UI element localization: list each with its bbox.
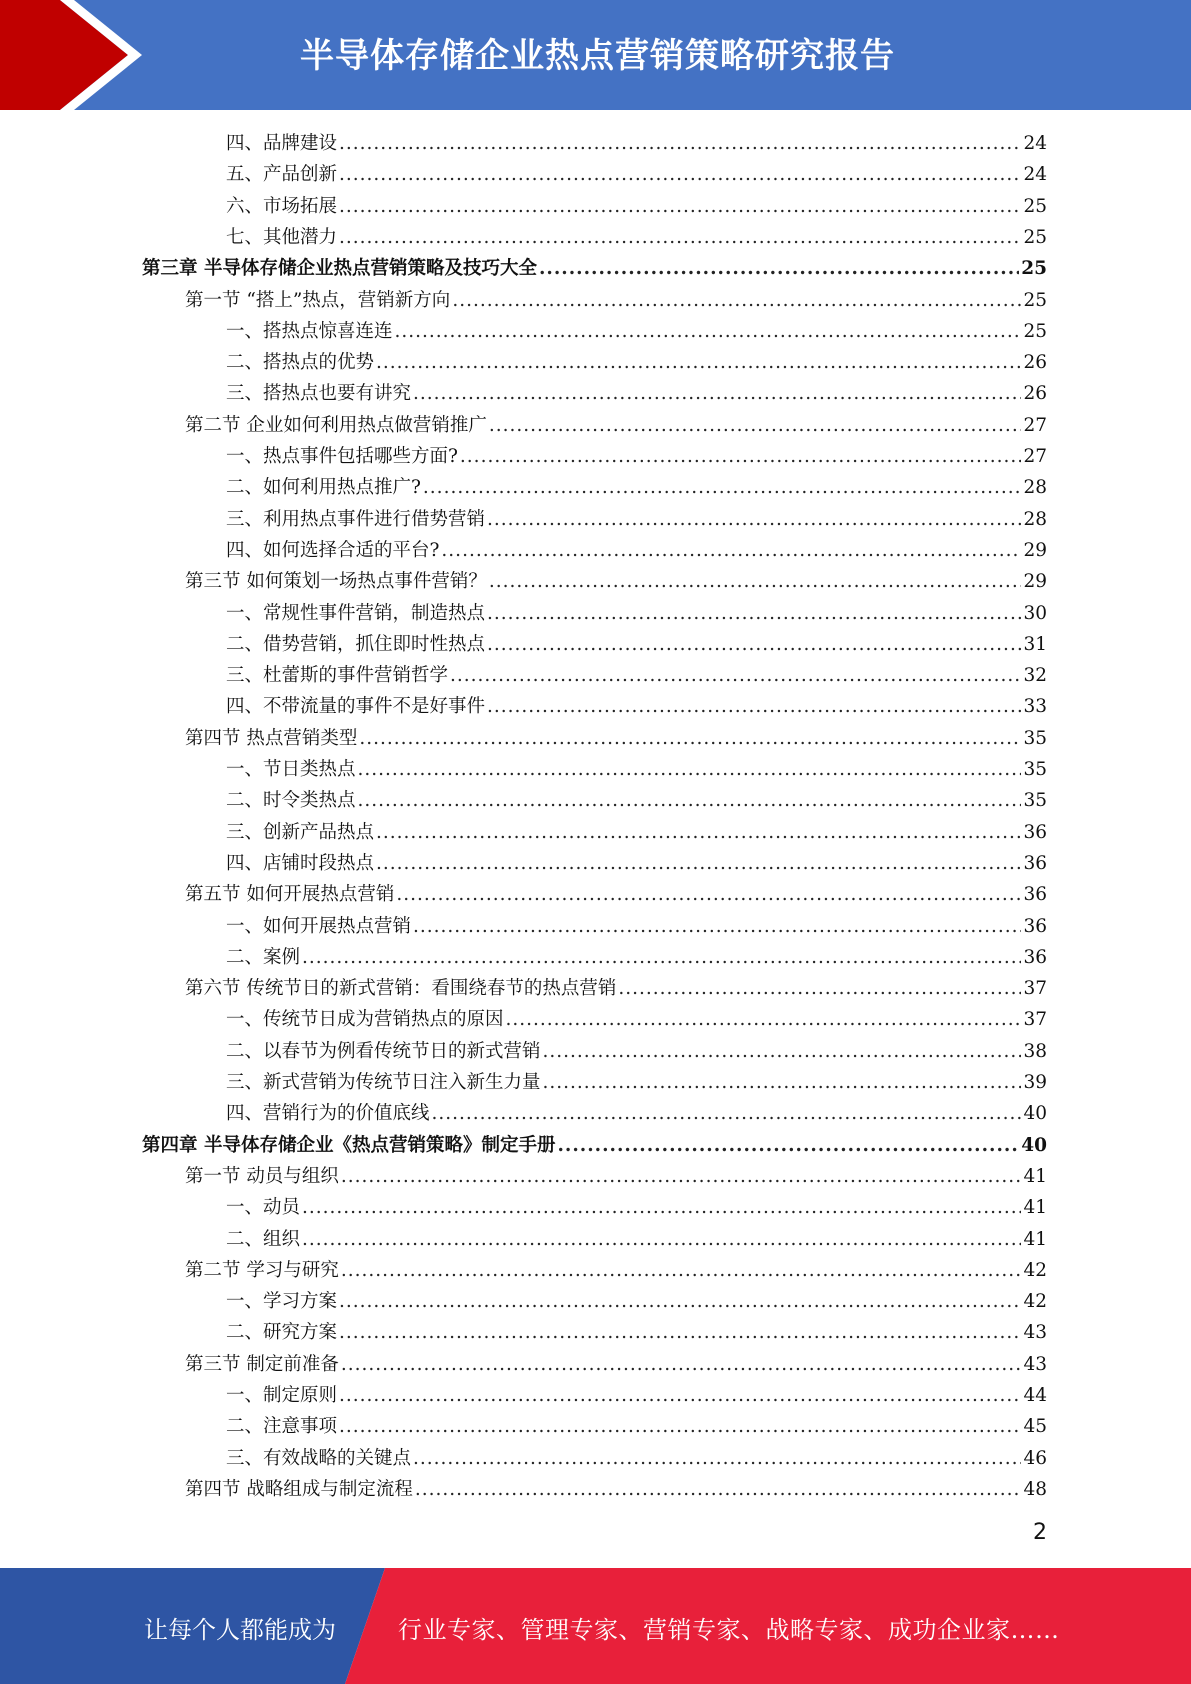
toc-entry-page: 41 <box>1023 1166 1047 1187</box>
toc-entry-title: 二、搭热点的优势 <box>226 352 375 373</box>
toc-entry-title: 第五节 如何开展热点营销 <box>185 884 395 905</box>
toc-entry-item[interactable] <box>226 1224 1047 1255</box>
toc-dot-leader <box>339 222 1021 253</box>
toc-entry-page: 43 <box>1023 1354 1047 1375</box>
toc-dot-leader <box>452 285 1021 316</box>
toc-entry-item[interactable] <box>226 1036 1047 1067</box>
toc-entry-title: 第六节 传统节日的新式营销：看围绕春节的热点营销 <box>185 978 617 999</box>
toc-dot-leader <box>341 1255 1022 1286</box>
toc-entry-chapter[interactable] <box>142 1130 1047 1161</box>
toc-entry-page: 29 <box>1023 571 1047 592</box>
toc-dot-leader <box>339 1286 1021 1317</box>
toc-entry-item[interactable] <box>226 535 1047 566</box>
toc-entry-item[interactable] <box>226 660 1047 691</box>
toc-entry-title: 四、营销行为的价值底线 <box>226 1103 430 1124</box>
toc-entry-title: 一、制定原则 <box>226 1385 338 1406</box>
toc-dot-leader <box>618 973 1021 1004</box>
toc-dot-leader <box>395 316 1022 347</box>
toc-entry-title: 第二节 企业如何利用热点做营销推广 <box>185 415 487 436</box>
toc-entry-section[interactable] <box>185 1255 1047 1286</box>
toc-entry-title: 一、节日类热点 <box>226 759 356 780</box>
toc-entry-title: 一、热点事件包括哪些方面? <box>226 446 458 467</box>
toc-entry-item[interactable] <box>226 911 1047 942</box>
toc-entry-item[interactable] <box>226 316 1047 347</box>
toc-entry-title: 三、有效战略的关键点 <box>226 1448 412 1469</box>
page-number: 2 <box>1033 1520 1047 1545</box>
toc-entry-title: 第四章 半导体存储企业《热点营销策略》制定手册 <box>142 1135 556 1156</box>
toc-dot-leader <box>302 942 1021 973</box>
toc-entry-title: 三、搭热点也要有讲究 <box>226 383 412 404</box>
toc-dot-leader <box>413 378 1021 409</box>
toc-entry-item[interactable] <box>226 1411 1047 1442</box>
toc-entry-item[interactable] <box>226 1443 1047 1474</box>
toc-dot-leader <box>358 785 1022 816</box>
toc-entry-item[interactable] <box>226 1286 1047 1317</box>
toc-entry-page: 25 <box>1023 321 1047 342</box>
toc-dot-leader <box>358 754 1022 785</box>
toc-entry-item[interactable] <box>226 504 1047 535</box>
toc-entry-title: 三、杜蕾斯的事件营销哲学 <box>226 665 449 686</box>
toc-entry-title: 第三节 如何策划一场热点事件营销？ <box>185 571 487 592</box>
toc-dot-leader <box>489 410 1022 441</box>
toc-entry-page: 41 <box>1023 1229 1047 1250</box>
toc-dot-leader <box>543 1067 1022 1098</box>
toc-dot-leader <box>450 660 1021 691</box>
toc-entry-section[interactable] <box>185 566 1047 597</box>
page-header-band <box>0 0 1191 110</box>
toc-entry-title: 第二节 学习与研究 <box>185 1260 339 1281</box>
toc-entry-page: 25 <box>1023 196 1047 217</box>
toc-entry-page: 48 <box>1023 1479 1047 1500</box>
toc-entry-title: 一、常规性事件营销，制造热点 <box>226 603 486 624</box>
toc-dot-leader <box>376 347 1021 378</box>
toc-entry-page: 38 <box>1023 1041 1047 1062</box>
toc-entry-title: 一、传统节日成为营销热点的原因 <box>226 1009 504 1030</box>
toc-entry-section[interactable] <box>185 879 1047 910</box>
toc-entry-title: 一、搭热点惊喜连连 <box>226 321 393 342</box>
toc-entry-chapter[interactable] <box>142 253 1047 284</box>
toc-entry-section[interactable] <box>185 1161 1047 1192</box>
toc-entry-title: 二、时令类热点 <box>226 790 356 811</box>
toc-entry-title: 一、动员 <box>226 1197 301 1218</box>
toc-entry-page: 26 <box>1023 383 1047 404</box>
toc-dot-leader <box>487 629 1021 660</box>
toc-entry-title: 四、如何选择合适的平台? <box>226 540 440 561</box>
toc-entry-page: 44 <box>1023 1385 1047 1406</box>
toc-entry-page: 37 <box>1023 978 1047 999</box>
toc-entry-page: 40 <box>1023 1103 1047 1124</box>
toc-entry-section[interactable] <box>185 723 1047 754</box>
toc-entry-item[interactable] <box>226 159 1047 190</box>
toc-entry-page: 36 <box>1023 822 1047 843</box>
toc-entry-item[interactable] <box>226 754 1047 785</box>
toc-dot-leader <box>487 691 1021 722</box>
toc-entry-item[interactable] <box>226 191 1047 222</box>
toc-entry-item[interactable] <box>226 942 1047 973</box>
toc-entry-page: 24 <box>1023 133 1047 154</box>
toc-entry-page: 36 <box>1023 884 1047 905</box>
toc-entry-page: 35 <box>1023 790 1047 811</box>
toc-entry-title: 第四节 热点营销类型 <box>185 728 358 749</box>
toc-dot-leader <box>539 253 1019 284</box>
toc-entry-page: 43 <box>1023 1322 1047 1343</box>
toc-entry-page: 26 <box>1023 352 1047 373</box>
toc-entry-item[interactable] <box>226 1067 1047 1098</box>
toc-entry-page: 46 <box>1023 1448 1047 1469</box>
toc-dot-leader <box>376 848 1021 879</box>
toc-entry-item[interactable] <box>226 629 1047 660</box>
toc-entry-item[interactable] <box>226 817 1047 848</box>
toc-dot-leader <box>487 504 1021 535</box>
toc-entry-page: 25 <box>1023 227 1047 248</box>
toc-dot-leader <box>339 1317 1021 1348</box>
toc-entry-title: 四、不带流量的事件不是好事件 <box>226 696 486 717</box>
toc-entry-title: 四、品牌建设 <box>226 133 338 154</box>
toc-entry-section[interactable] <box>185 410 1047 441</box>
toc-entry-page: 33 <box>1023 696 1047 717</box>
toc-entry-page: 45 <box>1023 1416 1047 1437</box>
toc-entry-title: 一、如何开展热点营销 <box>226 916 412 937</box>
toc-entry-page: 28 <box>1023 477 1047 498</box>
toc-entry-title: 二、组织 <box>226 1229 301 1250</box>
footer-slogan-left: 让每个人都能成为 <box>144 1616 336 1644</box>
toc-entry-title: 二、案例 <box>226 947 301 968</box>
toc-dot-leader <box>339 1411 1021 1442</box>
toc-entry-item[interactable] <box>226 1317 1047 1348</box>
report-title: 半导体存储企业热点营销策略研究报告 <box>300 36 895 76</box>
toc-dot-leader <box>487 598 1021 629</box>
toc-dot-leader <box>489 566 1022 597</box>
toc-entry-section[interactable] <box>185 1349 1047 1380</box>
toc-entry-title: 第三节 制定前准备 <box>185 1354 339 1375</box>
toc-entry-page: 25 <box>1021 258 1047 279</box>
toc-dot-leader <box>339 128 1021 159</box>
toc-dot-leader <box>339 1380 1021 1411</box>
toc-dot-leader <box>413 911 1021 942</box>
toc-entry-page: 30 <box>1023 603 1047 624</box>
toc-dot-leader <box>506 1004 1022 1035</box>
toc-entry-item[interactable] <box>226 347 1047 378</box>
toc-entry-title: 二、借势营销，抓住即时性热点 <box>226 634 486 655</box>
toc-entry-item[interactable] <box>226 691 1047 722</box>
toc-entry-item[interactable] <box>226 378 1047 409</box>
toc-entry-item[interactable] <box>226 472 1047 503</box>
toc-dot-leader <box>460 441 1022 472</box>
toc-entry-title: 四、店铺时段热点 <box>226 853 375 874</box>
toc-entry-item[interactable] <box>226 848 1047 879</box>
toc-dot-leader <box>339 191 1021 222</box>
toc-entry-title: 二、以春节为例看传统节日的新式营销 <box>226 1041 541 1062</box>
toc-entry-title: 三、新式营销为传统节日注入新生力量 <box>226 1072 541 1093</box>
toc-entry-page: 42 <box>1023 1291 1047 1312</box>
toc-entry-title: 一、学习方案 <box>226 1291 338 1312</box>
toc-dot-leader <box>302 1224 1021 1255</box>
toc-dot-leader <box>432 1098 1022 1129</box>
toc-entry-page: 40 <box>1021 1135 1047 1156</box>
toc-entry-page: 42 <box>1023 1260 1047 1281</box>
toc-entry-page: 29 <box>1023 540 1047 561</box>
toc-dot-leader <box>557 1130 1019 1161</box>
toc-entry-page: 35 <box>1023 728 1047 749</box>
toc-dot-leader <box>423 472 1022 503</box>
toc-entry-title: 二、如何利用热点推广? <box>226 477 421 498</box>
toc-entry-title: 五、产品创新 <box>226 164 338 185</box>
toc-dot-leader <box>339 159 1021 190</box>
toc-entry-item[interactable] <box>226 128 1047 159</box>
toc-entry-item[interactable] <box>226 1380 1047 1411</box>
toc-entry-item[interactable] <box>226 1192 1047 1223</box>
toc-entry-page: 24 <box>1023 164 1047 185</box>
footer-slogan-right: 行业专家、管理专家、营销专家、战略专家、成功企业家…… <box>398 1616 1060 1644</box>
toc-entry-item[interactable] <box>226 1004 1047 1035</box>
toc-entry-title: 七、其他潜力 <box>226 227 338 248</box>
toc-entry-page: 37 <box>1023 1009 1047 1030</box>
page-footer-band <box>0 1568 1191 1684</box>
toc-entry-title: 三、利用热点事件进行借势营销 <box>226 509 486 530</box>
toc-entry-item[interactable] <box>226 785 1047 816</box>
toc-dot-leader <box>302 1192 1021 1223</box>
toc-entry-page: 31 <box>1023 634 1047 655</box>
toc-dot-leader <box>441 535 1021 566</box>
toc-dot-leader <box>341 1349 1022 1380</box>
toc-entry-title: 二、注意事项 <box>226 1416 338 1437</box>
toc-dot-leader <box>359 723 1021 754</box>
toc-entry-page: 25 <box>1023 290 1047 311</box>
toc-entry-page: 28 <box>1023 509 1047 530</box>
toc-entry-item[interactable] <box>226 1098 1047 1129</box>
toc-entry-page: 27 <box>1023 446 1047 467</box>
toc-entry-page: 32 <box>1023 665 1047 686</box>
toc-entry-section[interactable] <box>185 285 1047 316</box>
toc-entry-section[interactable] <box>185 1474 1047 1505</box>
toc-dot-leader <box>376 817 1021 848</box>
toc-dot-leader <box>543 1036 1022 1067</box>
toc-entry-page: 36 <box>1023 947 1047 968</box>
toc-entry-page: 36 <box>1023 853 1047 874</box>
toc-entry-title: 第三章 半导体存储企业热点营销策略及技巧大全 <box>142 258 537 279</box>
toc-entry-title: 第一节 “搭上”热点，营销新方向 <box>185 290 451 311</box>
toc-entry-page: 36 <box>1023 916 1047 937</box>
toc-entry-page: 35 <box>1023 759 1047 780</box>
toc-entry-item[interactable] <box>226 441 1047 472</box>
toc-entry-item[interactable] <box>226 222 1047 253</box>
toc-entry-title: 三、创新产品热点 <box>226 822 375 843</box>
toc-entry-page: 41 <box>1023 1197 1047 1218</box>
toc-entry-page: 39 <box>1023 1072 1047 1093</box>
toc-dot-leader <box>341 1161 1022 1192</box>
toc-dot-leader <box>396 879 1021 910</box>
chevron-arrow-icon <box>0 0 160 110</box>
toc-dot-leader <box>413 1443 1021 1474</box>
toc-entry-title: 第一节 动员与组织 <box>185 1166 339 1187</box>
toc-entry-title: 六、市场拓展 <box>226 196 338 217</box>
toc-entry-page: 27 <box>1023 415 1047 436</box>
toc-entry-section[interactable] <box>185 973 1047 1004</box>
toc-entry-item[interactable] <box>226 598 1047 629</box>
toc-dot-leader <box>415 1474 1022 1505</box>
toc-entry-title: 二、研究方案 <box>226 1322 338 1343</box>
toc-entry-title: 第四节 战略组成与制定流程 <box>185 1479 413 1500</box>
